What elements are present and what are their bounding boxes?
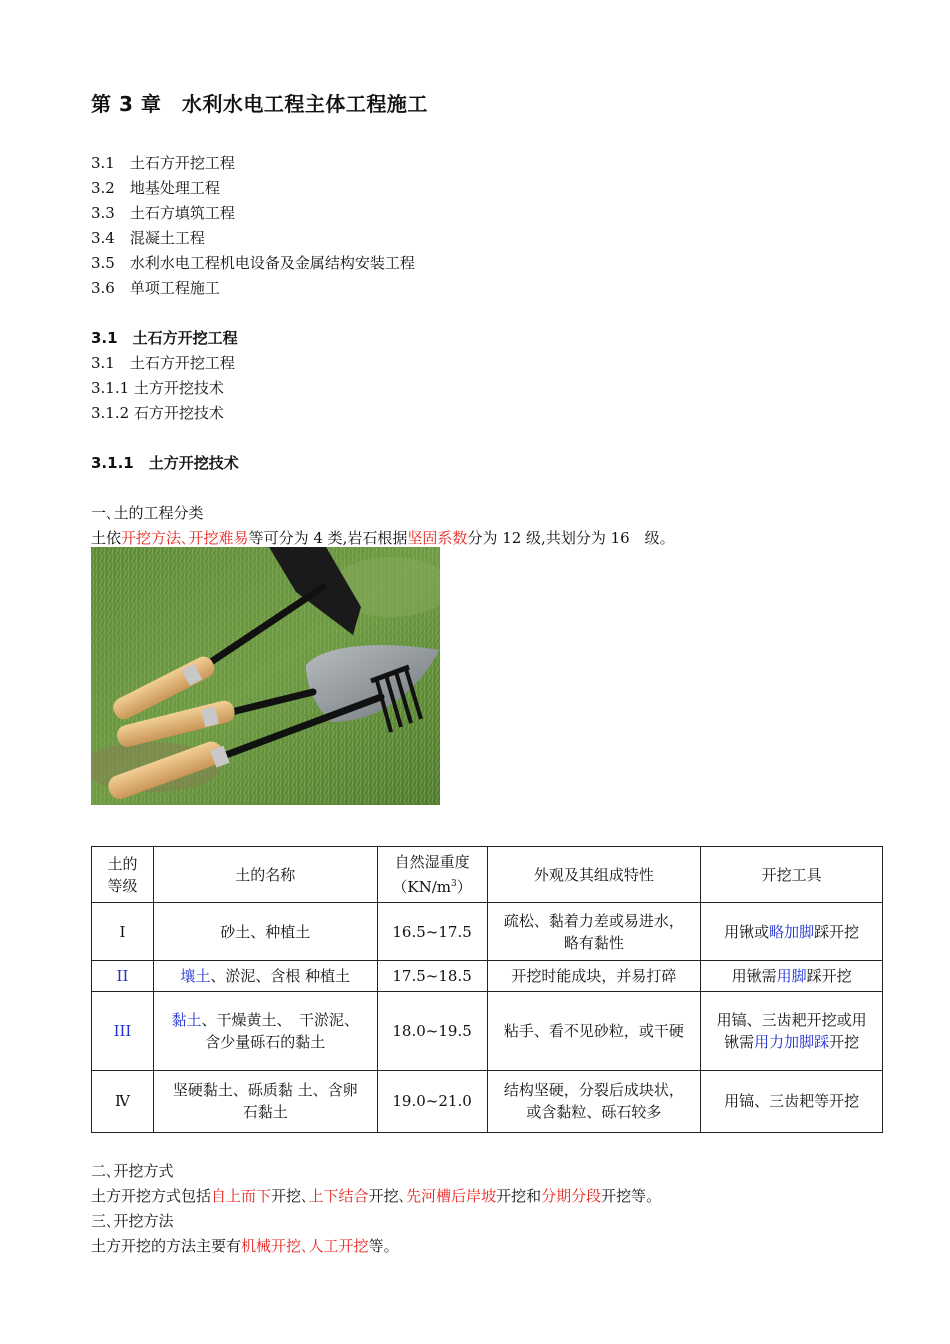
section-heading: 3.1 土石方开挖工程 [91, 329, 238, 347]
toc-item: 3.5 水利水电工程机电设备及金属结构安装工程 [91, 254, 415, 272]
soil-classification-table [91, 846, 883, 1133]
emphasis-text: 先河槽后岸坡 [406, 1187, 497, 1205]
section-toc-item: 3.1 土石方开挖工程 [91, 354, 235, 372]
toc-item: 3.2 地基处理工程 [91, 179, 220, 197]
emphasis-text: 开挖难易 [188, 529, 249, 547]
emphasis-text: 人工开挖 [308, 1237, 369, 1255]
table-row: Ⅰ 砂土、种植土 16.5~17.5 疏松、黏着力差或易进水， 略有黏性 用锹或略加脚踩开挖 [92, 903, 883, 961]
header-density: 自然湿重度 $(KN/m^3)$ [377, 847, 487, 903]
table-row: III 黏土、干燥黄土、 干淤泥、 含少量砾石的黏土 18.0~19.5 粘手、看不见砂粒，或干硬 用镐、三齿耙开挖或用 锹需用力加脚踩开挖 [92, 992, 883, 1070]
header-name: 土的名称 [153, 847, 377, 903]
emphasis-text: 分期分段 [541, 1187, 602, 1205]
subsection-heading: 3.1.1 土方开挖技术 [91, 454, 239, 472]
emphasis-text: 坚固系数 [407, 529, 468, 547]
chapter-title: 第 3 章 水利水电工程主体工程施工 [91, 92, 428, 116]
toc-item: 3.3 土石方填筑工程 [91, 204, 235, 222]
part1-paragraph: 土依开挖方法､开挖难易等可分为 4 类,岩石根据坚固系数分为 12 级,共划分为 16 级。 [91, 529, 675, 547]
emphasis-text: 上下结合 [308, 1187, 369, 1205]
toc-item: 3.1 土石方开挖工程 [91, 154, 235, 172]
section-toc-item: 3.1.1 土方开挖技术 [91, 379, 224, 397]
header-tools: 开挖工具 [701, 847, 883, 903]
garden-tools-photo [91, 547, 440, 805]
emphasis-text: 开挖方法 [121, 529, 182, 547]
table-header-row [92, 847, 883, 903]
part2-heading: 二､开挖方式 [91, 1162, 174, 1180]
emphasis-text: 机械开挖 [241, 1237, 302, 1255]
emphasis-text: 自上而下 [211, 1187, 272, 1205]
part3-heading: 三､开挖方法 [91, 1212, 174, 1230]
table-row: II 壤土、淤泥、含根 种植土 17.5~18.5 开挖时能成块，并易打碎 用锹需用脚踩开挖 [92, 961, 883, 992]
toc-item: 3.4 混凝土工程 [91, 229, 205, 247]
section-toc-item: 3.1.2 石方开挖技术 [91, 404, 224, 422]
header-features: 外观及其组成特性 [487, 847, 701, 903]
part2-paragraph: 土方开挖方式包括自上而下开挖､上下结合开挖､先河槽后岸坡开挖和分期分段开挖等。 [91, 1187, 662, 1205]
part3-paragraph: 土方开挖的方法主要有机械开挖､人工开挖等。 [91, 1237, 399, 1255]
table-row: Ⅳ 坚硬黏土、砾质黏 土、含卵 石黏土 19.0~21.0 结构坚硬，分裂后成块状， 或含黏粒、砾石较多 用镐、三齿耙等开挖 [92, 1070, 883, 1132]
header-grade: 土的 等级 [92, 847, 154, 903]
toc-item: 3.6 单项工程施工 [91, 279, 220, 297]
part1-heading: 一､土的工程分类 [91, 504, 204, 522]
